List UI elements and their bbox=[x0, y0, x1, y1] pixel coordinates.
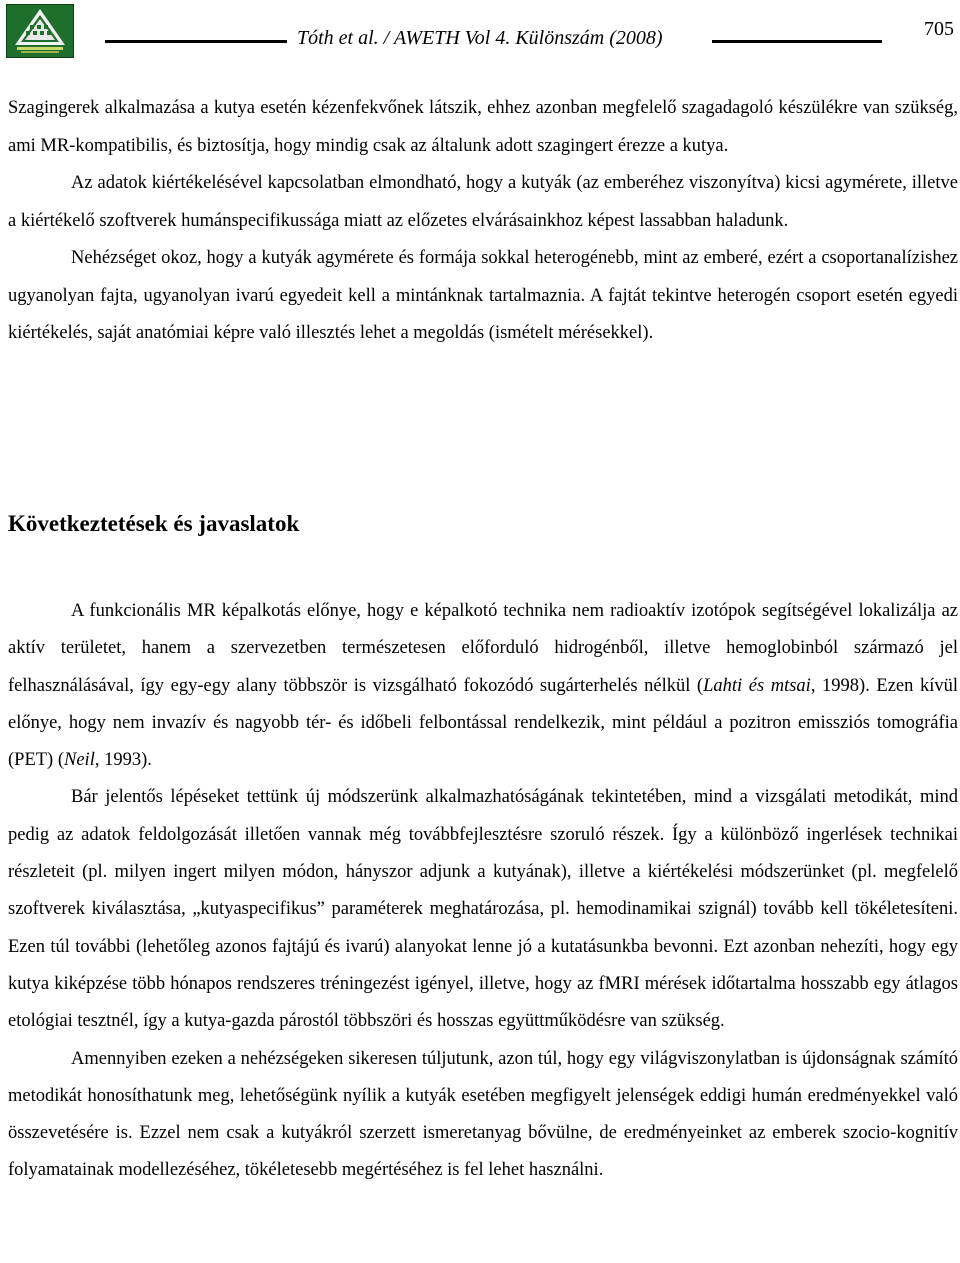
body-text-conclusions bbox=[8, 593, 958, 1190]
body-text-top bbox=[8, 90, 958, 353]
paragraph: Amennyiben ezeken a nehézségeken sikeresen túljutunk, azon túl, hogy egy világviszonylatban is újdonságnak számító metodikát honosíthatunk meg, lehetőségünk nyílik a kutyák esetében megfigyelt jelenségek eddigi humán eredményekkel való összevetésére is. Ezzel nem csak a kutyákról szerzett ismeretanyag bővülne, de eredményeinket az emberek szocio-kognitív folyamatainak modellezéséhez, tökéletesebb megértéséhez is fel lehet használni. bbox=[8, 1048, 958, 1181]
page-header bbox=[0, 0, 960, 62]
running-head: Tóth et al. / AWETH Vol 4. Különszám (2008) bbox=[297, 27, 663, 49]
header-rule-right bbox=[712, 40, 882, 43]
citation: Lahti és mtsai bbox=[703, 675, 811, 696]
paragraph bbox=[8, 593, 958, 779]
citation: Neil bbox=[64, 750, 95, 771]
journal-logo-icon bbox=[6, 4, 74, 58]
paragraph-text: A funkcionális MR képalkotás előnye, hogy e képalkotó technika nem radioaktív izotópok segítségével lokalizálja az aktív területet, hanem a szervezetben természetesen előforduló hidrogénből, illetve hemoglobinból származó jel felhasználásával, így egy-egy alany többször is vizsgálható fokozódó sugárterhelés nélkül ( bbox=[8, 601, 958, 696]
header-rule-left bbox=[105, 40, 287, 43]
paragraph: Szagingerek alkalmazása a kutya esetén kézenfekvőnek látszik, ehhez azonban megfelelő szagadagoló készülékre van szükség, ami MR-kompatibilis, és biztosítja, hogy mindig csak az általunk adott szagingert érezze a kutya. bbox=[8, 98, 958, 156]
paragraph: Az adatok kiértékelésével kapcsolatban elmondható, hogy a kutyák (az emberéhez viszonyítva) kicsi agymérete, illetve a kiértékelő szoftverek humánspecifikussága miatt az előzetes elvárásainkhoz képest lassabban haladunk. bbox=[8, 173, 958, 231]
paragraph: Bár jelentős lépéseket tettünk új módszerünk alkalmazhatóságának tekintetében, mind a vizsgálati metodikát, mind pedig az adatok feldolgozását illetően vannak még továbbfejlesztésre szoruló részek. Így a különböző ingerlések technikai részleteit (pl. milyen ingert milyen módon, hányszor adjunk a kutyának), illetve a kiértékelési módszerünket (pl. megfelelő szoftverek kiválasztása, „kutyaspecifikus” paraméterek meghatározása, pl. hemodinamikai szignál) tovább kell tökéletesíteni. Ezen túl további (lehetőleg azonos fajtájú és ivarú) alanyokat lenne jó a kutatásunkba bevonni. Ezt azonban nehezíti, hogy egy kutya kiképzése több hónapos rendszeres tréningezést igényel, illetve, hogy az fMRI mérések időtartalma hosszabb egy átlagos etológiai tesztnél, így a kutya-gazda párostól többszöri és hosszas együttműködésre van szükség. bbox=[8, 787, 958, 1032]
paragraph-text: , 1993). bbox=[94, 750, 152, 771]
paragraph-text: , 1998). Ezen kívül előnye, hogy nem invazív és nagyobb tér- és időbeli felbontással rendelkezik, mint például a pozitron emissziós tomográfia (PET) ( bbox=[8, 675, 958, 771]
section-heading: Következtetések és javaslatok bbox=[8, 511, 300, 536]
page-number: 705 bbox=[924, 18, 954, 40]
paragraph: Nehézséget okoz, hogy a kutyák agymérete és formája sokkal heterogénebb, mint az emberé, ezért a csoportanalízishez ugyanolyan fajta, ugyanolyan ivarú egyedeit kell a mintánknak tartalmaznia. A fajtát tekintve heterogén csoport esetén egyedi kiértékelés, saját anatómiai képre való illesztés lehet a megoldás (ismételt mérésekkel). bbox=[8, 248, 958, 343]
